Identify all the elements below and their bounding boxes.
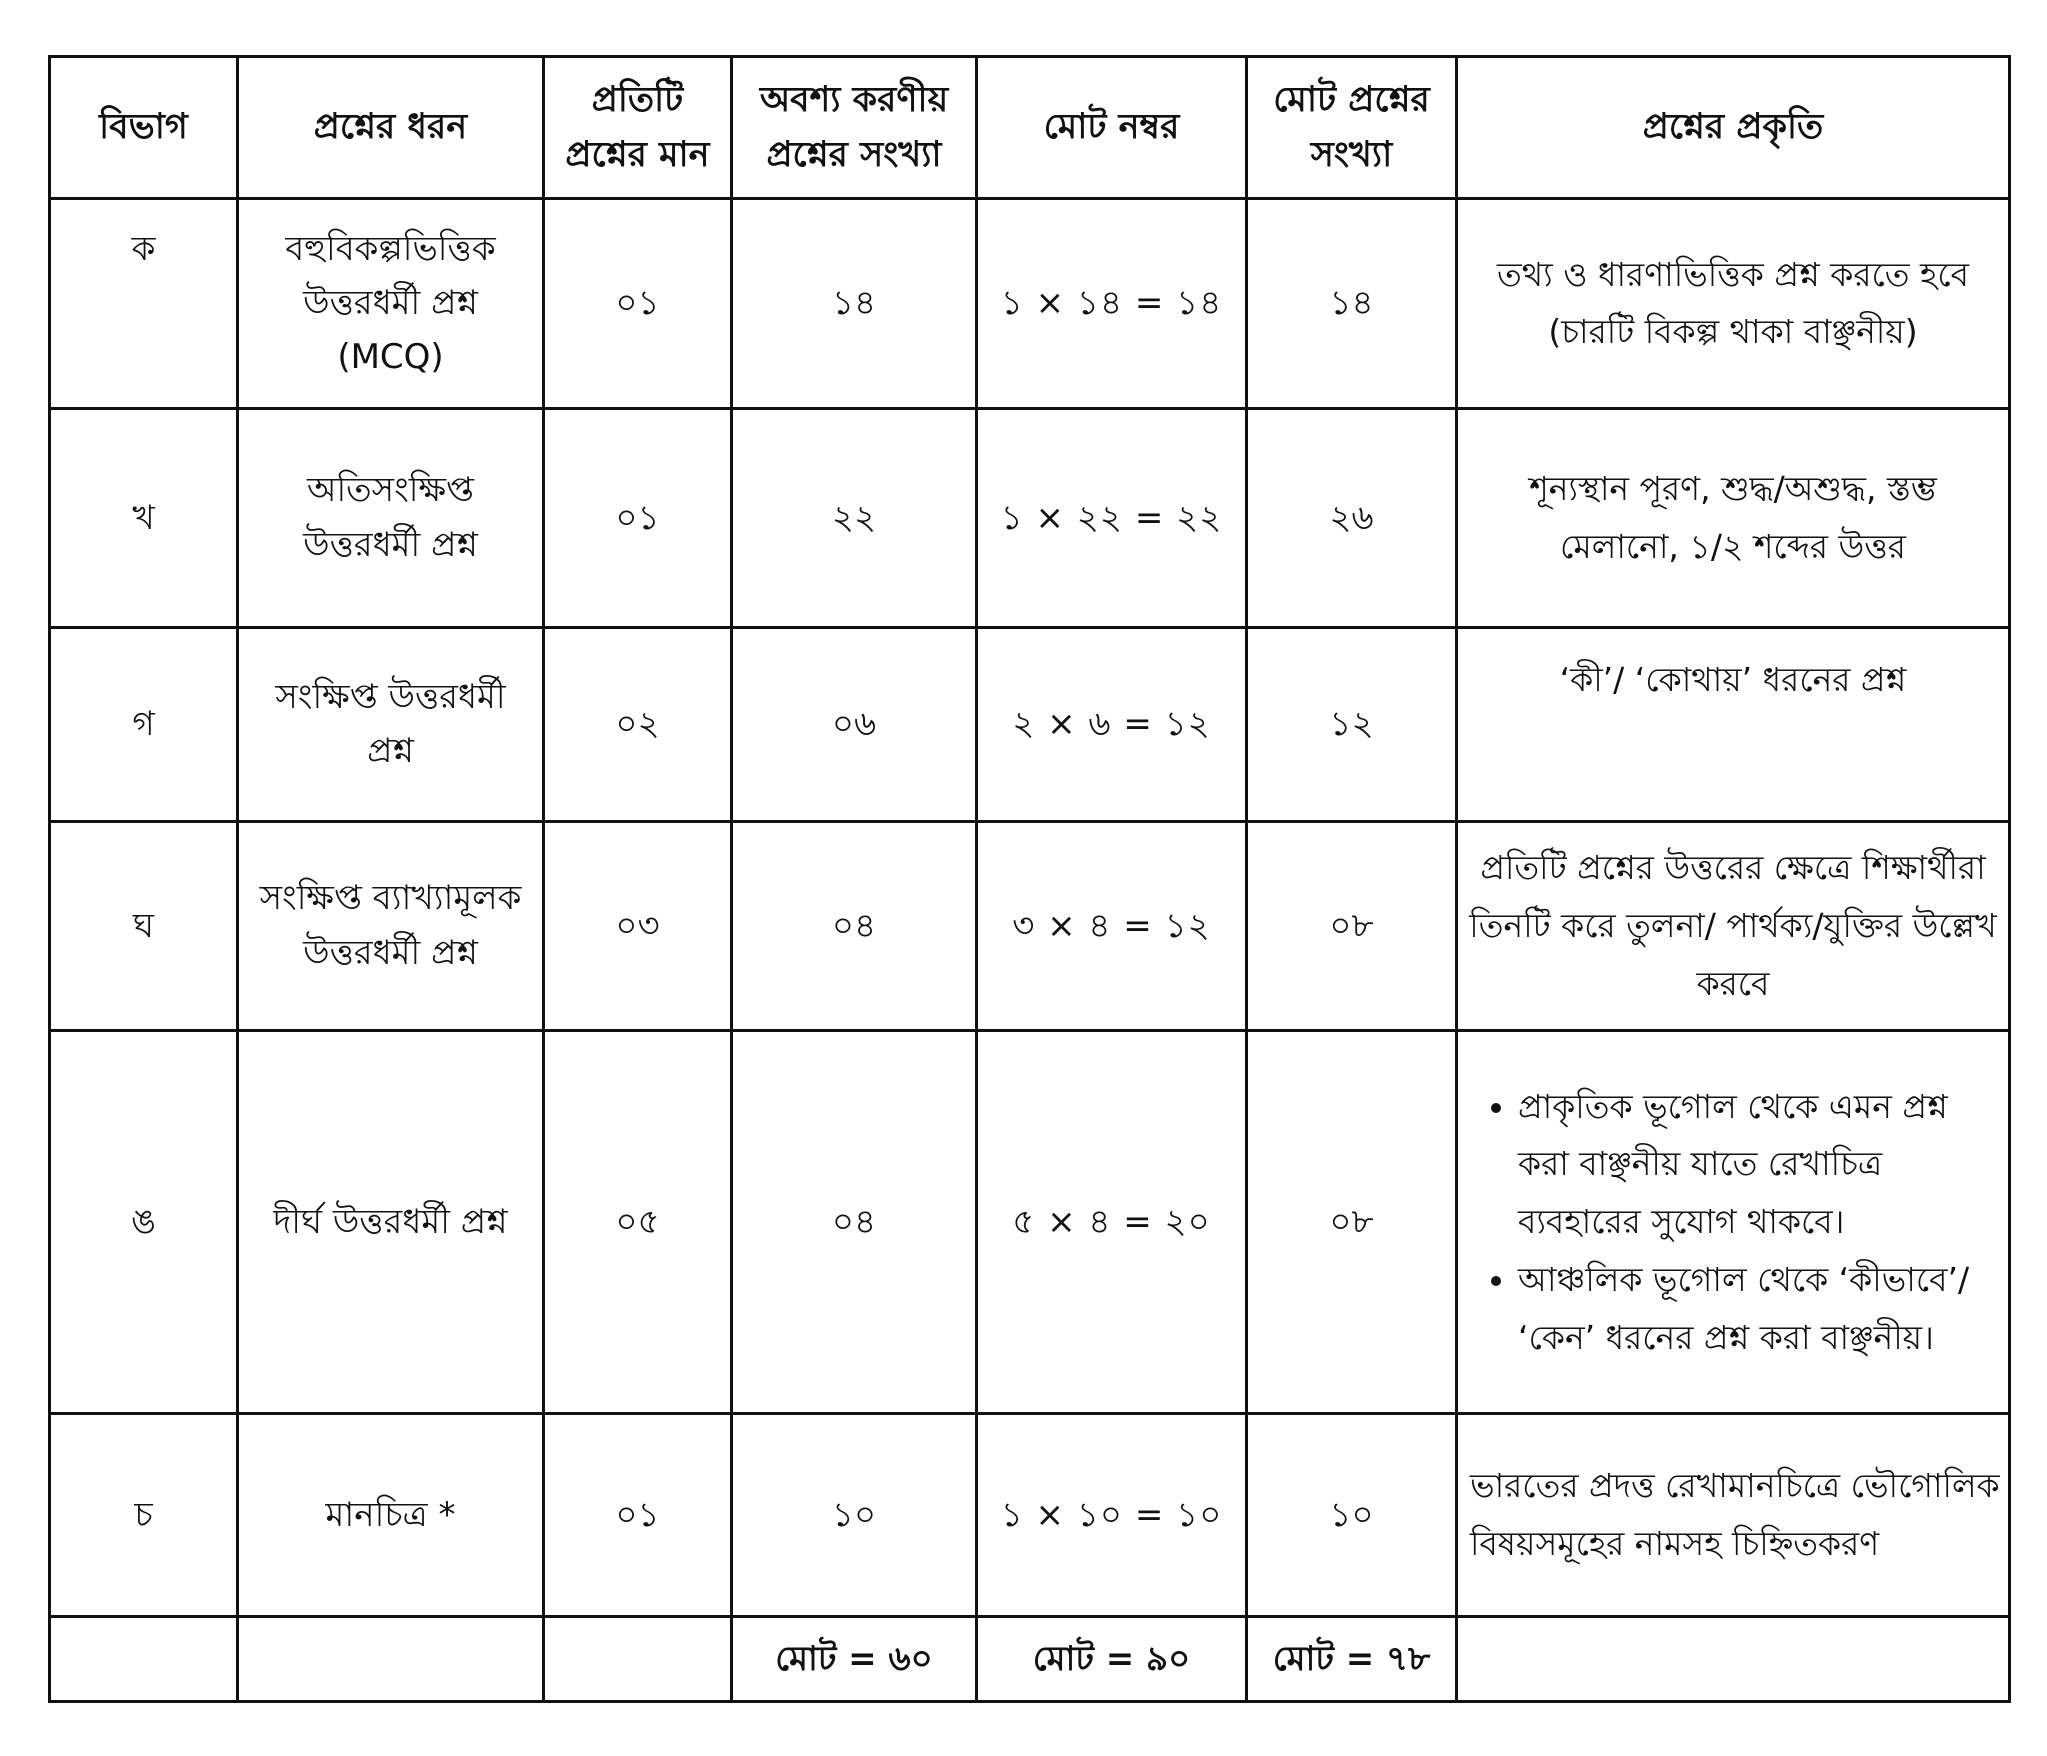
header-row (50, 57, 2010, 199)
header-total-questions: মোট প্রশ্নের সংখ্যা (1247, 57, 1457, 199)
cell-nature: প্রতিটি প্রশ্নের উত্তরের ক্ষেত্রে শিক্ষার্থীরা তিনটি করে তুলনা/ পার্থক্য/যুক্তির উল্লেখ করবে (1457, 821, 2010, 1031)
list-item: • আঞ্চলিক ভূগোল থেকে ‘কীভাবে’/ ‘কেন’ ধরনের প্রশ্ন করা বাঞ্ছনীয়। (1518, 1251, 2000, 1367)
cell-total-marks: ১ × ২২ = ২২ (977, 408, 1247, 628)
cell-section: চ (50, 1413, 238, 1616)
cell-empty (50, 1617, 238, 1702)
cell-section: ঘ (50, 821, 238, 1031)
cell-marks-each: ০১ (544, 1413, 732, 1616)
cell-must-answer: ০৬ (732, 628, 977, 821)
cell-question-type: সংক্ষিপ্ত ব্যাখ্যামূলক উত্তরধর্মী প্রশ্ন (238, 821, 544, 1031)
cell-section: ঙ (50, 1031, 238, 1414)
header-section: বিভাগ (50, 57, 238, 199)
table-row (50, 408, 2010, 628)
cell-must-answer: ২২ (732, 408, 977, 628)
cell-total-questions: ০৮ (1247, 821, 1457, 1031)
total-must-answer: মোট = ৬০ (732, 1617, 977, 1702)
cell-nature: শূন্যস্থান পূরণ, শুদ্ধ/অশুদ্ধ, স্তম্ভ মেলানো, ১/২ শব্দের উত্তর (1457, 408, 2010, 628)
cell-empty (1457, 1617, 2010, 1702)
total-questions: মোট = ৭৮ (1247, 1617, 1457, 1702)
cell-marks-each: ০১ (544, 408, 732, 628)
cell-must-answer: ০৪ (732, 1031, 977, 1414)
cell-total-marks: ২ × ৬ = ১২ (977, 628, 1247, 821)
cell-empty (544, 1617, 732, 1702)
cell-nature: ভারতের প্রদত্ত রেখামানচিত্রে ভৌগোলিক বিষয়সমূহের নামসহ চিহ্নিতকরণ (1457, 1413, 2010, 1616)
question-pattern-sheet (48, 55, 2008, 1703)
cell-total-marks: ৩ × ৪ = ১২ (977, 821, 1247, 1031)
cell-marks-each: ০৩ (544, 821, 732, 1031)
cell-total-questions: ১০ (1247, 1413, 1457, 1616)
header-question-type: প্রশ্নের ধরন (238, 57, 544, 199)
header-must-answer: অবশ্য করণীয় প্রশ্নের সংখ্যা (732, 57, 977, 199)
table-row (50, 199, 2010, 409)
cell-must-answer: ১০ (732, 1413, 977, 1616)
cell-question-type: মানচিত্র * (238, 1413, 544, 1616)
header-total-marks: মোট নম্বর (977, 57, 1247, 199)
cell-must-answer: ০৪ (732, 821, 977, 1031)
cell-question-type: অতিসংক্ষিপ্ত উত্তরধর্মী প্রশ্ন (238, 408, 544, 628)
question-pattern-table (48, 55, 2011, 1703)
table-row (50, 628, 2010, 821)
cell-total-marks: ১ × ১৪ = ১৪ (977, 199, 1247, 409)
header-nature: প্রশ্নের প্রকৃতি (1457, 57, 2010, 199)
cell-total-questions: ১২ (1247, 628, 1457, 821)
cell-total-questions: ১৪ (1247, 199, 1457, 409)
cell-question-type: সংক্ষিপ্ত উত্তরধর্মী প্রশ্ন (238, 628, 544, 821)
totals-row (50, 1617, 2010, 1702)
cell-marks-each: ০২ (544, 628, 732, 821)
nature-bullet-list (1466, 1078, 2000, 1367)
total-marks: মোট = ৯০ (977, 1617, 1247, 1702)
cell-question-type: বহুবিকল্পভিত্তিক উত্তরধর্মী প্রশ্ন (MCQ) (238, 199, 544, 409)
cell-marks-each: ০৫ (544, 1031, 732, 1414)
cell-section: গ (50, 628, 238, 821)
cell-empty (238, 1617, 544, 1702)
cell-total-questions: ২৬ (1247, 408, 1457, 628)
table-row (50, 821, 2010, 1031)
cell-nature: তথ্য ও ধারণাভিত্তিক প্রশ্ন করতে হবে (চারটি বিকল্প থাকা বাঞ্ছনীয়) (1457, 199, 2010, 409)
table-row (50, 1031, 2010, 1414)
cell-section: ক (50, 199, 238, 409)
cell-question-type: দীর্ঘ উত্তরধর্মী প্রশ্ন (238, 1031, 544, 1414)
header-marks-each: প্রতিটি প্রশ্নের মান (544, 57, 732, 199)
cell-total-marks: ৫ × ৪ = ২০ (977, 1031, 1247, 1414)
list-item: • প্রাকৃতিক ভূগোল থেকে এমন প্রশ্ন করা বাঞ্ছনীয় যাতে রেখাচিত্র ব্যবহারের সুযোগ থাকবে। (1518, 1078, 2000, 1251)
cell-nature: ‘কী’/ ‘কোথায়’ ধরনের প্রশ্ন (1457, 628, 2010, 821)
table-row (50, 1413, 2010, 1616)
cell-marks-each: ০১ (544, 199, 732, 409)
cell-total-marks: ১ × ১০ = ১০ (977, 1413, 1247, 1616)
cell-must-answer: ১৪ (732, 199, 977, 409)
cell-nature (1457, 1031, 2010, 1414)
cell-total-questions: ০৮ (1247, 1031, 1457, 1414)
cell-section: খ (50, 408, 238, 628)
